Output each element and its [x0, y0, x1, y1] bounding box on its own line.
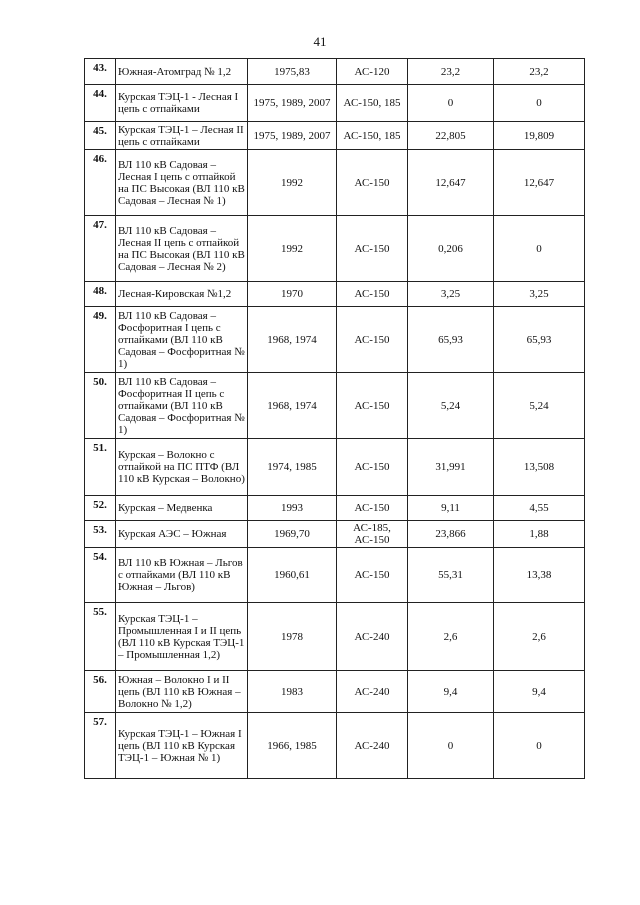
row-number: 53. [85, 521, 116, 548]
wire-type: АС-150 [337, 373, 408, 439]
line-name: Курская ТЭЦ-1 - Лесная I цепь с отпайками [116, 85, 248, 122]
page-number: 41 [313, 34, 327, 49]
wire-type: АС-150 [337, 216, 408, 282]
table-row [85, 496, 585, 521]
table-row [85, 671, 585, 713]
line-name: Южная-Атомград № 1,2 [116, 59, 248, 85]
length-total: 3,25 [408, 282, 494, 307]
row-number: 45. [85, 122, 116, 150]
wire-type: АС-150, 185 [337, 122, 408, 150]
row-number: 55. [85, 603, 116, 671]
commission-year: 1974, 1985 [248, 439, 337, 496]
row-number: 51. [85, 439, 116, 496]
line-name: Курская ТЭЦ-1 – Промышленная I и II цепь (ВЛ 110 кВ Курская ТЭЦ-1 – Промышленная 1,2) [116, 603, 248, 671]
line-name: Курская – Волокно с отпайкой на ПС ПТФ (ВЛ 110 кВ Курская – Волокно) [116, 439, 248, 496]
line-name: Лесная-Кировская №1,2 [116, 282, 248, 307]
table-row [85, 548, 585, 603]
length-owned: 0 [494, 713, 585, 779]
length-total: 23,2 [408, 59, 494, 85]
wire-type: АС-150 [337, 150, 408, 216]
length-total: 0 [408, 713, 494, 779]
line-name: ВЛ 110 кВ Садовая – Фосфоритная II цепь с отпайками (ВЛ 110 кВ Садовая – Фосфоритная № 1) [116, 373, 248, 439]
length-total: 9,4 [408, 671, 494, 713]
wire-type: АС-240 [337, 713, 408, 779]
wire-type: АС-150 [337, 282, 408, 307]
commission-year: 1968, 1974 [248, 373, 337, 439]
length-owned: 19,809 [494, 122, 585, 150]
wire-type: АС-120 [337, 59, 408, 85]
row-number: 56. [85, 671, 116, 713]
table-row [85, 282, 585, 307]
row-number: 47. [85, 216, 116, 282]
line-name: Южная – Волокно I и II цепь (ВЛ 110 кВ Южная – Волокно № 1,2) [116, 671, 248, 713]
wire-type: АС-150 [337, 548, 408, 603]
row-number: 54. [85, 548, 116, 603]
table-row [85, 521, 585, 548]
commission-year: 1992 [248, 150, 337, 216]
length-owned: 0 [494, 85, 585, 122]
row-number: 50. [85, 373, 116, 439]
commission-year: 1978 [248, 603, 337, 671]
commission-year: 1992 [248, 216, 337, 282]
table-row [85, 122, 585, 150]
commission-year: 1960,61 [248, 548, 337, 603]
length-owned: 0 [494, 216, 585, 282]
line-name: Курская ТЭЦ-1 – Лесная II цепь с отпайками [116, 122, 248, 150]
length-total: 2,6 [408, 603, 494, 671]
length-total: 31,991 [408, 439, 494, 496]
table-body [85, 59, 585, 779]
length-owned: 2,6 [494, 603, 585, 671]
length-total: 0,206 [408, 216, 494, 282]
length-total: 65,93 [408, 307, 494, 373]
line-name: Курская ТЭЦ-1 – Южная I цепь (ВЛ 110 кВ Курская ТЭЦ-1 – Южная № 1) [116, 713, 248, 779]
length-owned: 9,4 [494, 671, 585, 713]
line-name: ВЛ 110 кВ Южная – Льгов с отпайками (ВЛ 110 кВ Южная – Льгов) [116, 548, 248, 603]
length-total: 9,11 [408, 496, 494, 521]
length-total: 0 [408, 85, 494, 122]
wire-type: АС-150, 185 [337, 85, 408, 122]
length-owned: 65,93 [494, 307, 585, 373]
row-number: 52. [85, 496, 116, 521]
commission-year: 1970 [248, 282, 337, 307]
commission-year: 1993 [248, 496, 337, 521]
table-row [85, 713, 585, 779]
length-owned: 1,88 [494, 521, 585, 548]
wire-type: АС-185, АС-150 [337, 521, 408, 548]
table-row [85, 603, 585, 671]
commission-year: 1975,83 [248, 59, 337, 85]
line-name: Курская – Медвенка [116, 496, 248, 521]
wire-type: АС-150 [337, 496, 408, 521]
length-owned: 13,38 [494, 548, 585, 603]
row-number: 44. [85, 85, 116, 122]
length-total: 5,24 [408, 373, 494, 439]
line-name: ВЛ 110 кВ Садовая – Лесная II цепь с отпайкой на ПС Высокая (ВЛ 110 кВ Садовая – Лесная № 2) [116, 216, 248, 282]
wire-type: АС-150 [337, 439, 408, 496]
line-name: ВЛ 110 кВ Садовая – Фосфоритная I цепь с отпайками (ВЛ 110 кВ Садовая – Фосфоритная № 1) [116, 307, 248, 373]
wire-type: АС-240 [337, 603, 408, 671]
table-row [85, 216, 585, 282]
length-total: 55,31 [408, 548, 494, 603]
length-owned: 23,2 [494, 59, 585, 85]
table-row [85, 85, 585, 122]
line-name: ВЛ 110 кВ Садовая – Лесная I цепь с отпайкой на ПС Высокая (ВЛ 110 кВ Садовая – Лесная № 1) [116, 150, 248, 216]
row-number: 46. [85, 150, 116, 216]
length-total: 23,866 [408, 521, 494, 548]
length-total: 22,805 [408, 122, 494, 150]
length-total: 12,647 [408, 150, 494, 216]
commission-year: 1966, 1985 [248, 713, 337, 779]
length-owned: 5,24 [494, 373, 585, 439]
wire-type: АС-150 [337, 307, 408, 373]
commission-year: 1975, 1989, 2007 [248, 122, 337, 150]
table-row [85, 307, 585, 373]
row-number: 57. [85, 713, 116, 779]
table-row [85, 150, 585, 216]
length-owned: 13,508 [494, 439, 585, 496]
row-number: 48. [85, 282, 116, 307]
row-number: 43. [85, 59, 116, 85]
table-row [85, 59, 585, 85]
commission-year: 1983 [248, 671, 337, 713]
table-row [85, 439, 585, 496]
commission-year: 1968, 1974 [248, 307, 337, 373]
commission-year: 1969,70 [248, 521, 337, 548]
power-lines-table [84, 58, 585, 779]
wire-type: АС-240 [337, 671, 408, 713]
length-owned: 12,647 [494, 150, 585, 216]
row-number: 49. [85, 307, 116, 373]
length-owned: 4,55 [494, 496, 585, 521]
commission-year: 1975, 1989, 2007 [248, 85, 337, 122]
table-row [85, 373, 585, 439]
line-name: Курская АЭС – Южная [116, 521, 248, 548]
length-owned: 3,25 [494, 282, 585, 307]
